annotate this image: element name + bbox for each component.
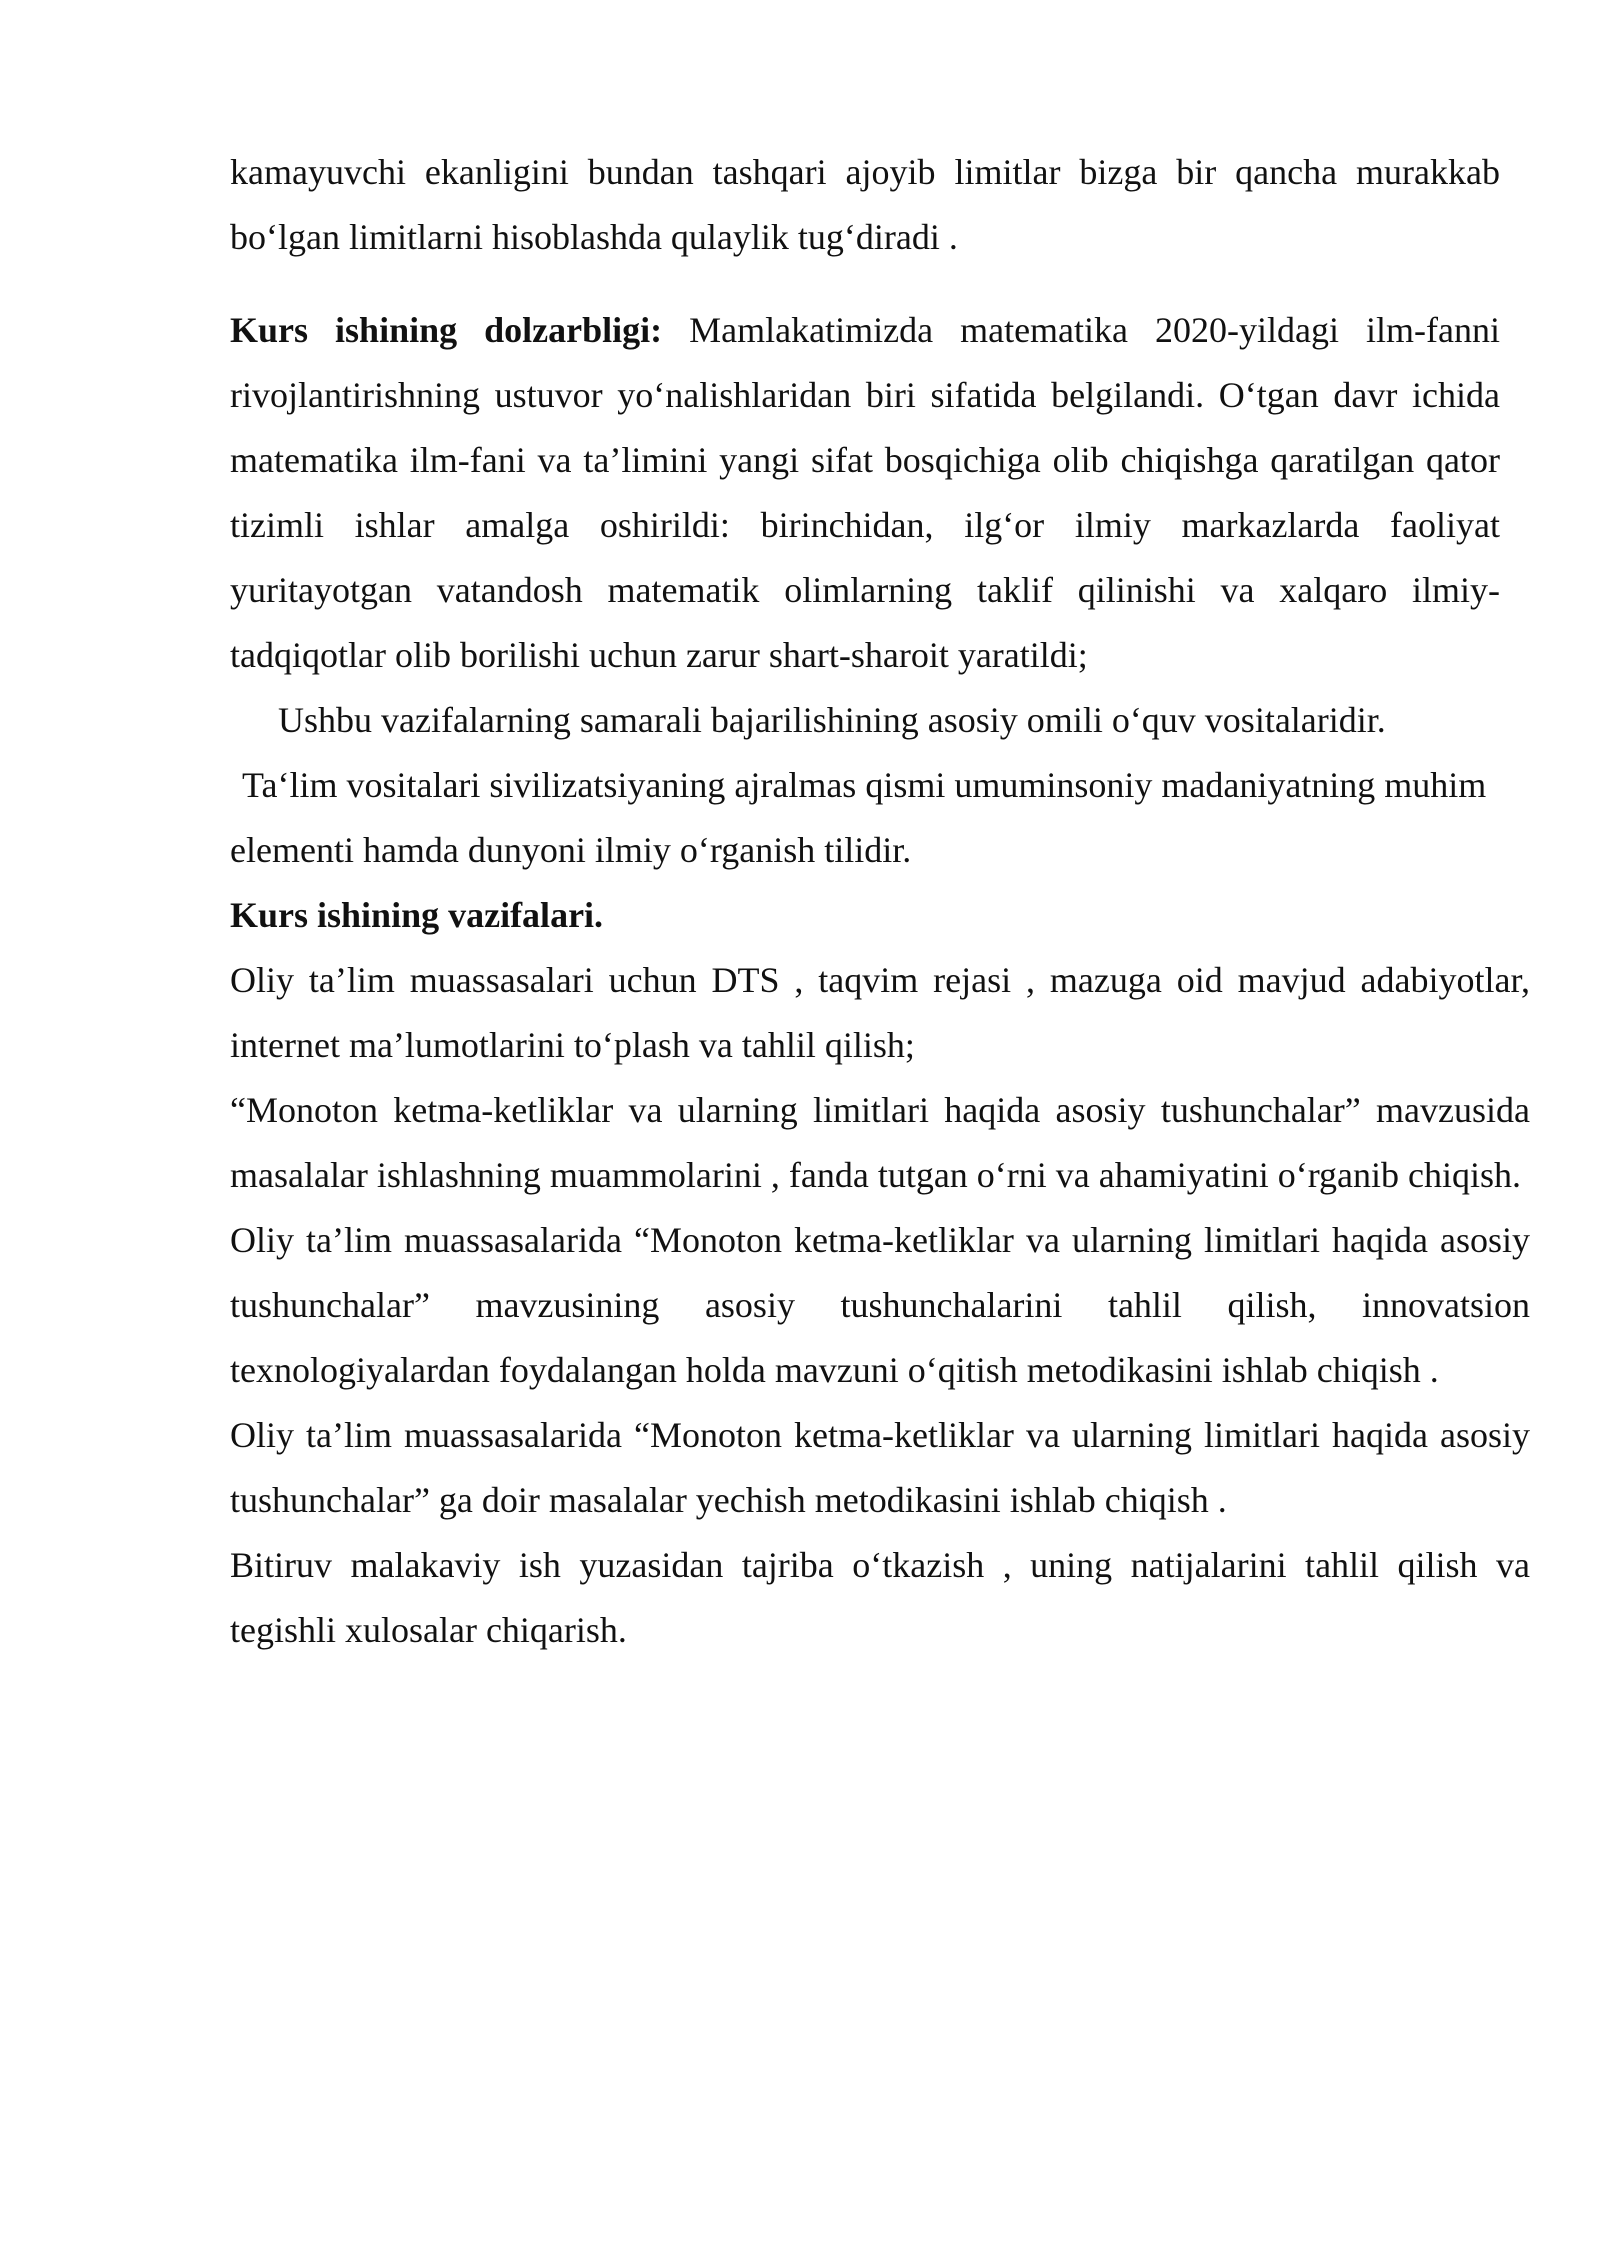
paragraph-education-tools: Ta‘lim vositalari sivilizatsiyaning ajralmas qismi umuminsoniy madaniyatning muhim elementi hamda dunyoni ilmiy o‘rganish tilidir. [230,765,1487,870]
relevance-text: Mamlakatimizda matematika 2020-yildagi ilm-fanni rivojlantirishning ustuvor yo‘nalishlaridan biri sifatida belgilandi. O‘tgan davr ichida matematika ilm-fani va ta’limini yangi sifat bosqichiga olib chiqishga qaratilgan qator tizimli ishlar amalga oshirildi: birinchidan, ilg‘or ilmiy markazlarda faoliyat yuritayotgan vatandosh matematik olimlarning taklif qilinishi va xalqaro ilmiy-tadqiqotlar olib borilishi uchun zarur shart-sharoit yaratildi; [230,310,1500,675]
task-item-2: “Monoton ketma-ketliklar va ularning limitlari haqida asosiy tushunchalar” mavzusida masalalar ishlashning muammolarini , fanda tutgan o‘rni va ahamiyatini o‘rganib chiqish. [230,1090,1530,1195]
relevance-heading: Kurs ishining dolzarbligi: [230,310,663,350]
paragraph-tasks-factor: Ushbu vazifalarning samarali bajarilishining asosiy omili o‘quv vositalaridir. [278,700,1386,740]
document-body [230,140,1530,1663]
paragraph-relevance [230,298,1500,688]
task-item-5: Bitiruv malakaviy ish yuzasidan tajriba o‘tkazish , uning natijalarini tahlil qilish va tegishli xulosalar chiqarish. [230,1545,1530,1650]
task-item-1: Oliy ta’lim muassasalari uchun DTS , taqvim rejasi , mazuga oid mavjud adabiyotlar, internet ma’lumotlarini to‘plash va tahlil qilish; [230,960,1530,1065]
task-item-4: Oliy ta’lim muassasalarida “Monoton ketma-ketliklar va ularning limitlari haqida asosiy tushunchalar” ga doir masalalar yechish metodikasini ishlab chiqish . [230,1415,1530,1520]
tasks-heading: Kurs ishining vazifalari. [230,895,604,935]
task-item-3: Oliy ta’lim muassasalarida “Monoton ketma-ketliklar va ularning limitlari haqida asosiy tushunchalar” mavzusining asosiy tushunchalarini tahlil qilish, innovatsion texnologiyalardan foydalangan holda mavzuni o‘qitish metodikasini ishlab chiqish . [230,1220,1530,1390]
paragraph-intro-continuation: kamayuvchi ekanligini bundan tashqari ajoyib limitlar bizga bir qancha murakkab bo‘lgan limitlarni hisoblashda qulaylik tug‘diradi . [230,152,1500,257]
